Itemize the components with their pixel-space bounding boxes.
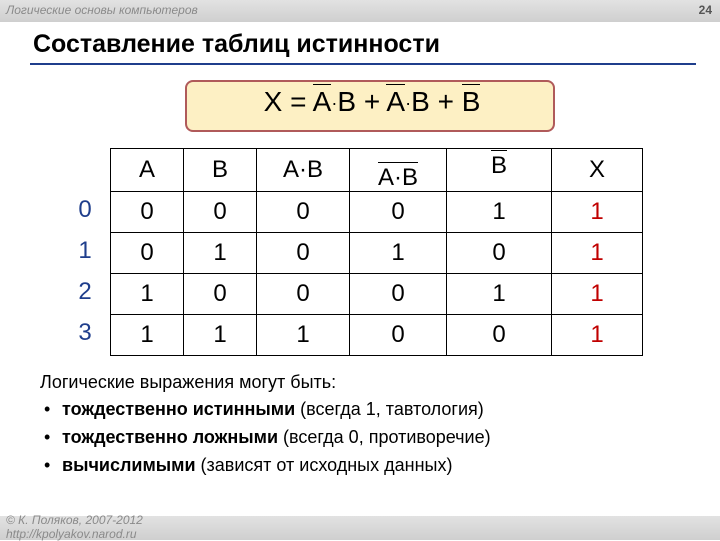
list-item bbox=[44, 455, 491, 476]
footer-url: http://kpolyakov.narod.ru bbox=[6, 527, 137, 541]
formula-plus2: + bbox=[437, 86, 454, 117]
list-item bbox=[44, 427, 491, 448]
formula-plus1: + bbox=[363, 86, 381, 117]
notes-list bbox=[40, 399, 491, 476]
formula-box bbox=[185, 80, 555, 132]
column-header bbox=[552, 149, 643, 192]
column-header bbox=[111, 149, 184, 192]
table-cell: 1 bbox=[552, 315, 643, 356]
row-index: 2 bbox=[78, 278, 92, 305]
column-header bbox=[350, 149, 447, 192]
table-cell: 0 bbox=[184, 192, 257, 233]
table-cell: 1 bbox=[552, 192, 643, 233]
column-header-label: A·B bbox=[282, 156, 323, 183]
term2-b: B bbox=[411, 86, 430, 117]
term2-a: A bbox=[386, 86, 406, 117]
table-cell: 1 bbox=[184, 315, 257, 356]
term1-b: B bbox=[337, 86, 357, 117]
column-header bbox=[447, 149, 552, 192]
footer-author: © К. Поляков, 2007-2012 bbox=[6, 513, 143, 527]
formula-term1 bbox=[313, 86, 356, 117]
table-cell: 0 bbox=[257, 192, 350, 233]
bullet-icon: • bbox=[44, 455, 51, 475]
row-index: 1 bbox=[78, 237, 92, 264]
table-row bbox=[111, 233, 643, 274]
table-cell: 0 bbox=[447, 315, 552, 356]
column-header bbox=[184, 149, 257, 192]
table-cell: 0 bbox=[111, 192, 184, 233]
title-underline bbox=[30, 63, 696, 65]
table-cell: 0 bbox=[350, 315, 447, 356]
bullet-icon: • bbox=[44, 427, 51, 447]
dot-operator: · bbox=[405, 93, 412, 114]
list-item-detail: (всегда 0, противоречие) bbox=[278, 427, 491, 447]
table-cell: 1 bbox=[552, 233, 643, 274]
table-header-row bbox=[111, 149, 643, 192]
list-item-emphasis: тождественно истинными bbox=[62, 399, 296, 419]
table-cell: 1 bbox=[111, 315, 184, 356]
notes-lead: Логические выражения могут быть: bbox=[40, 372, 337, 392]
table-cell: 1 bbox=[350, 233, 447, 274]
list-item-emphasis: вычислимыми bbox=[62, 455, 196, 475]
table-cell: 1 bbox=[447, 274, 552, 315]
page-number: 24 bbox=[698, 3, 712, 17]
formula-term3: B bbox=[461, 86, 481, 117]
header-bar bbox=[0, 0, 720, 22]
column-header-label: A bbox=[138, 156, 155, 183]
column-header-label: B bbox=[211, 156, 228, 183]
bullet-icon: • bbox=[44, 399, 51, 419]
column-header bbox=[257, 149, 350, 192]
column-header-label: X bbox=[588, 156, 605, 183]
table-row bbox=[111, 274, 643, 315]
notes-section bbox=[40, 372, 491, 483]
row-index: 0 bbox=[78, 196, 92, 223]
list-item-detail: (зависят от исходных данных) bbox=[195, 455, 453, 475]
table-cell: 0 bbox=[350, 274, 447, 315]
formula-eq: = bbox=[290, 86, 307, 117]
table-body bbox=[111, 192, 643, 356]
table-row bbox=[111, 315, 643, 356]
course-title: Логические основы компьютеров bbox=[6, 3, 198, 17]
table-cell: 1 bbox=[552, 274, 643, 315]
list-item-emphasis: тождественно ложными bbox=[62, 427, 279, 447]
formula-term2 bbox=[386, 86, 429, 117]
formula bbox=[187, 86, 557, 118]
row-index: 3 bbox=[78, 319, 92, 346]
table-cell: 0 bbox=[111, 233, 184, 274]
list-item bbox=[44, 399, 491, 420]
table-cell: 0 bbox=[257, 233, 350, 274]
table-cell: 1 bbox=[184, 233, 257, 274]
term1-a: A bbox=[312, 86, 332, 117]
table-cell: 0 bbox=[257, 274, 350, 315]
slide-title: Составление таблиц истинности bbox=[33, 30, 440, 58]
table-cell: 0 bbox=[184, 274, 257, 315]
column-header-label: A·B bbox=[377, 164, 418, 191]
list-item-detail: (всегда 1, тавтология) bbox=[295, 399, 484, 419]
truth-table bbox=[110, 148, 643, 356]
table-cell: 0 bbox=[350, 192, 447, 233]
column-header-label: B bbox=[490, 152, 507, 179]
footer-credits bbox=[6, 513, 143, 541]
formula-lhs: X bbox=[263, 86, 283, 117]
table-cell: 1 bbox=[111, 274, 184, 315]
dot-operator: · bbox=[331, 93, 338, 114]
table-cell: 0 bbox=[447, 233, 552, 274]
table-cell: 1 bbox=[257, 315, 350, 356]
table-row bbox=[111, 192, 643, 233]
table-cell: 1 bbox=[447, 192, 552, 233]
